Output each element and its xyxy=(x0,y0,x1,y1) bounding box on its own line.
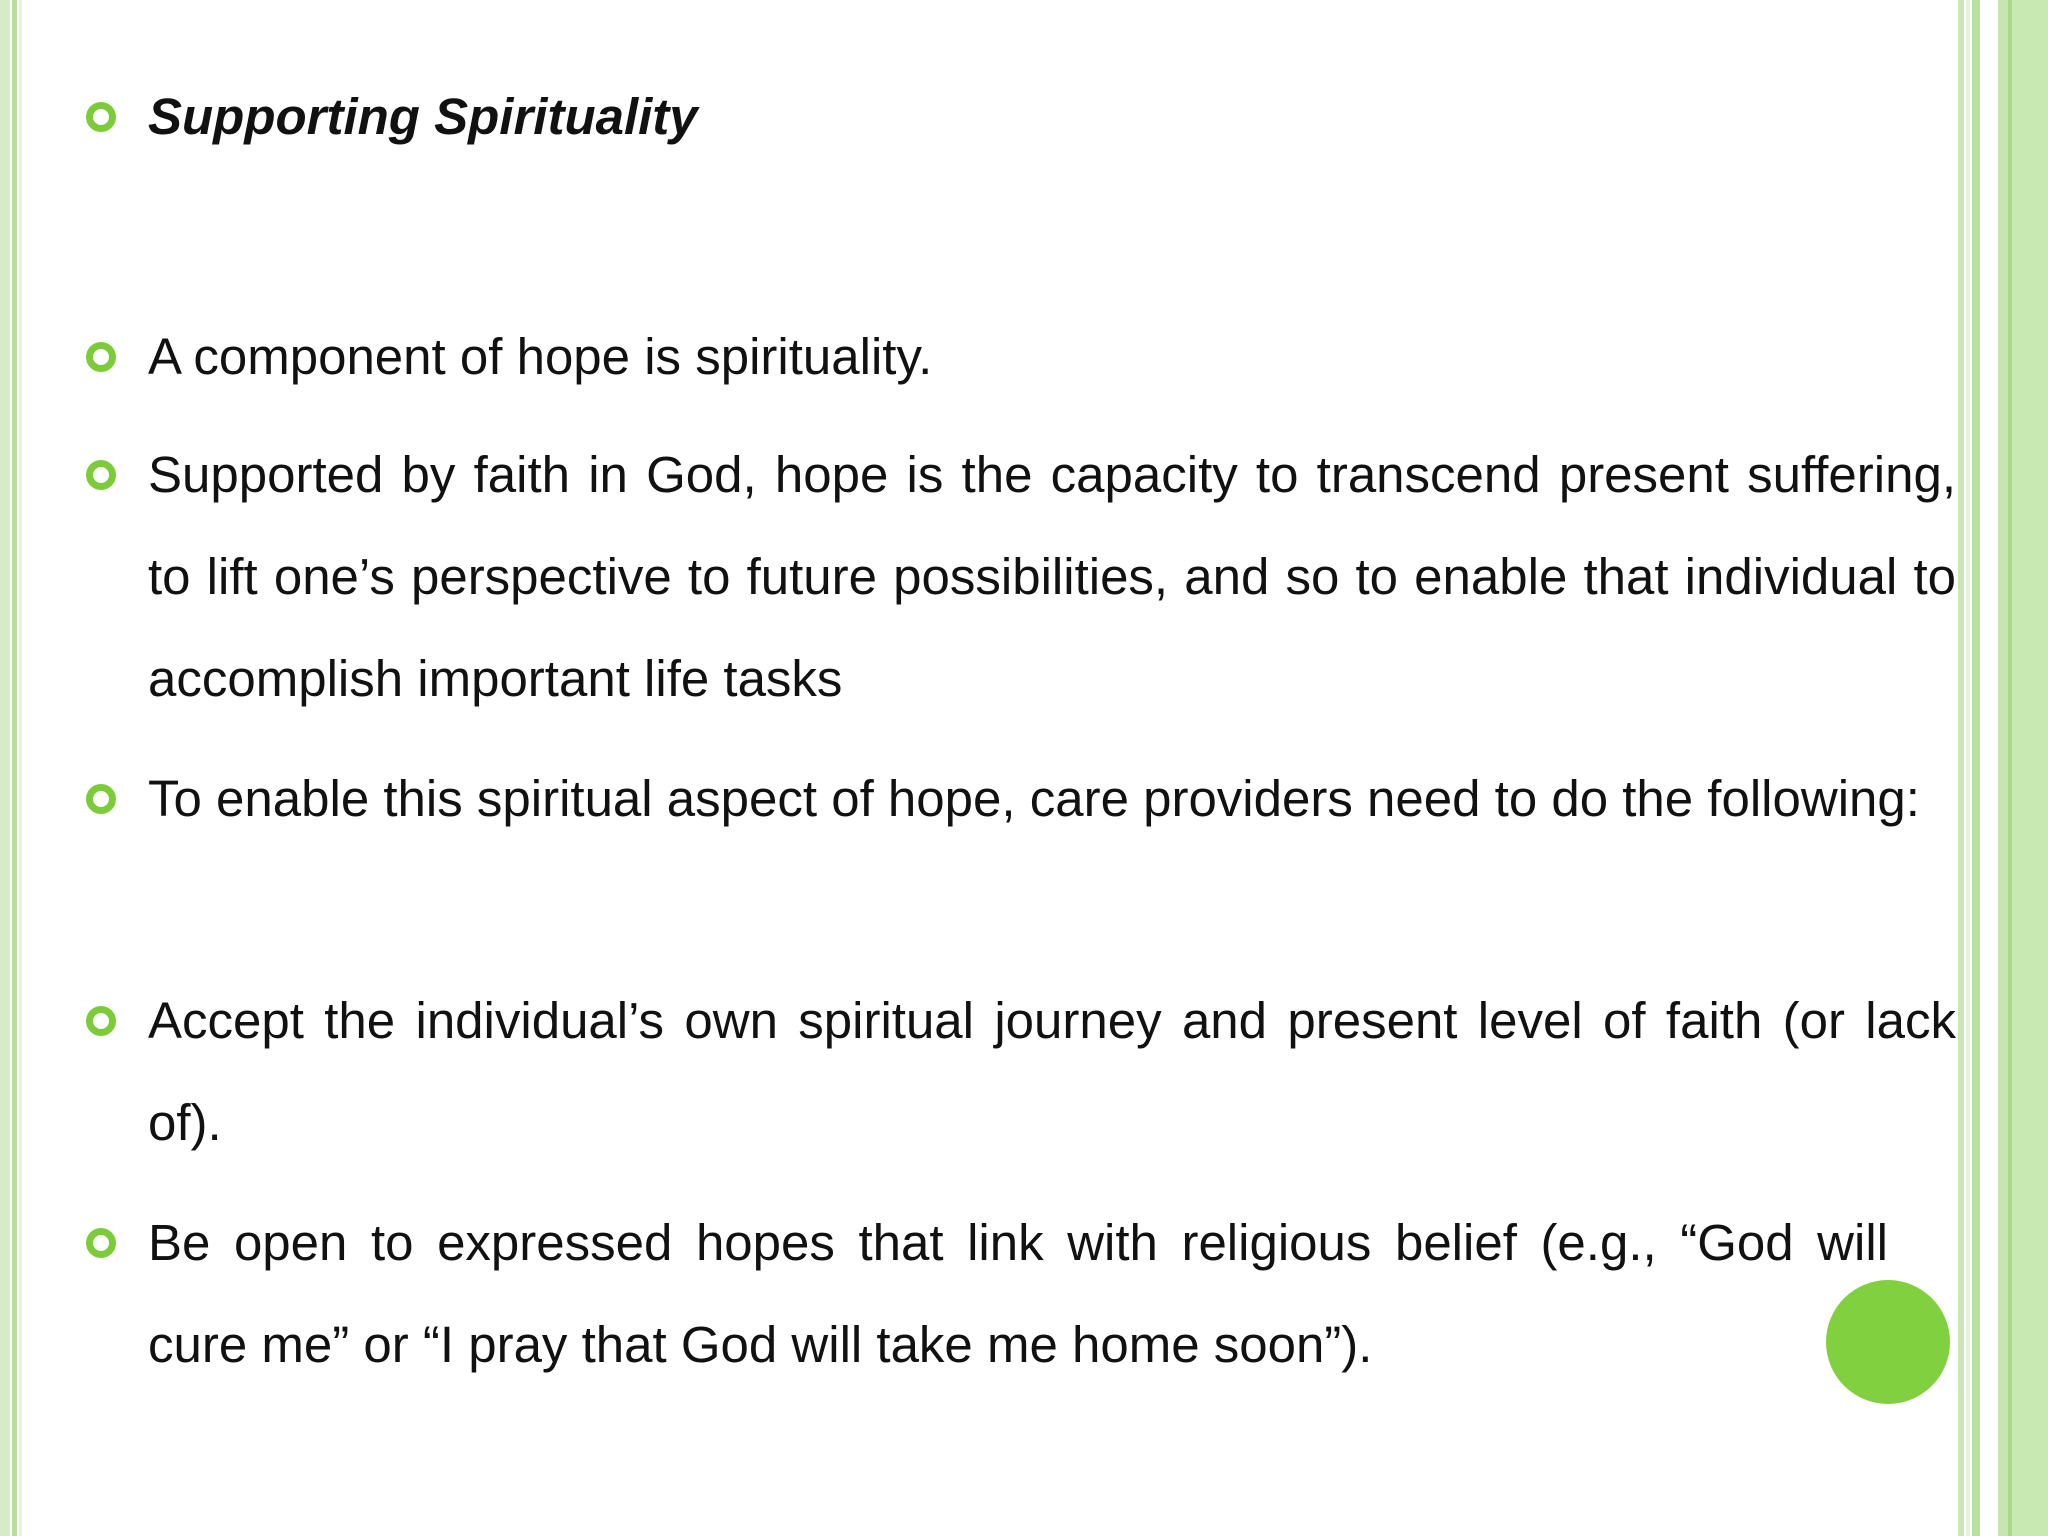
ring-bullet-icon xyxy=(86,784,116,814)
slide-title: Supporting Spirituality xyxy=(148,88,698,145)
right-border-stripe xyxy=(2012,0,2048,1536)
right-border-stripe xyxy=(1972,0,1980,1536)
ring-bullet-icon xyxy=(86,460,116,490)
right-border-stripe xyxy=(1966,0,1970,1536)
ring-bullet-icon xyxy=(86,1006,116,1036)
bullet-text: Be open to expressed hopes that link with religious belief (e.g., “God will cure me” or “I pray that God will take me home soon”). xyxy=(148,1214,1888,1373)
ring-bullet-icon xyxy=(86,102,116,132)
ring-bullet-icon xyxy=(86,1228,116,1258)
green-circle-icon xyxy=(1826,1280,1950,1404)
bullet-text: Supported by faith in God, hope is the capacity to transcend present suffering, to lift one’s perspective to future possibilities, and so to enable that individual to accomplish important life tasks xyxy=(148,446,1956,707)
bullet-text: Accept the individual’s own spiritual journey and present level of faith (or lack of). xyxy=(148,992,1956,1151)
bullet-text: A component of hope is spirituality. xyxy=(148,328,933,385)
right-border-stripe xyxy=(1984,0,1998,1536)
right-border-stripe xyxy=(1998,0,2008,1536)
bullet-text: To enable this spiritual aspect of hope, care providers need to do the following: xyxy=(148,770,1920,827)
ring-bullet-icon xyxy=(86,342,116,372)
